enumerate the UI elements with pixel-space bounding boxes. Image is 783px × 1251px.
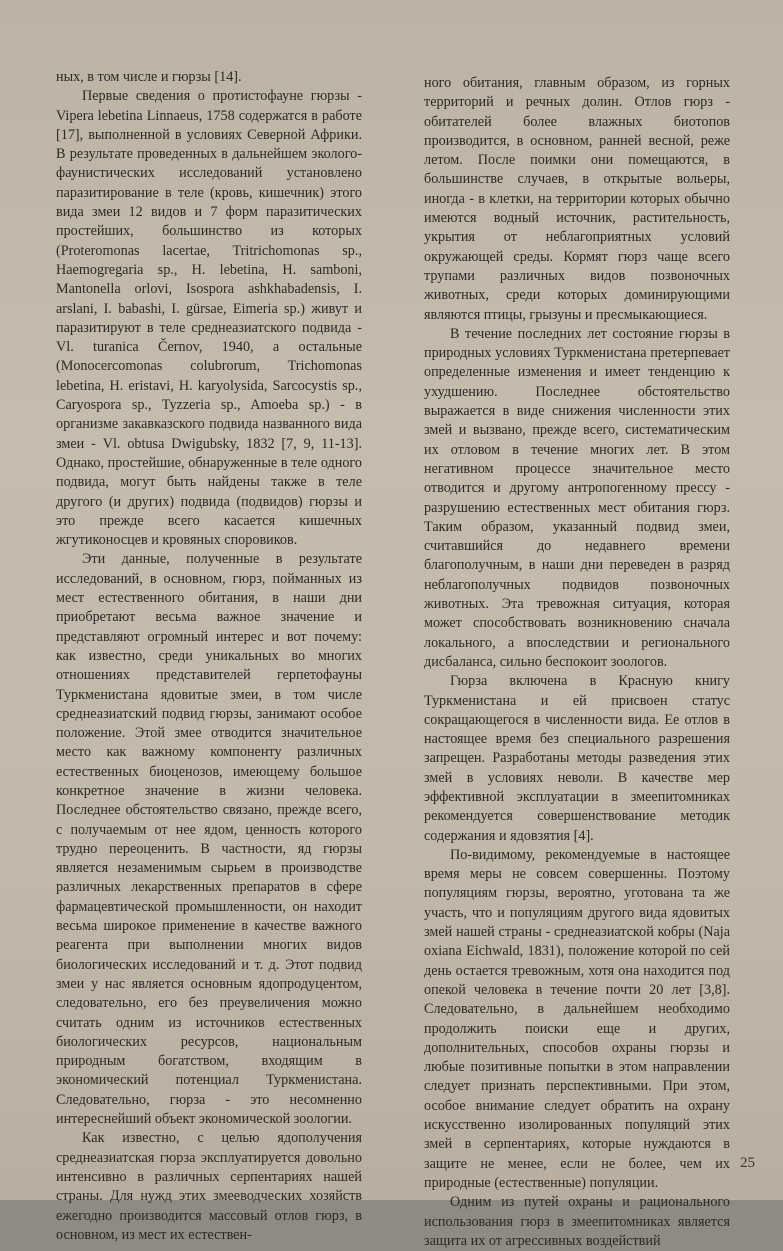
page-number: 25 <box>740 1155 755 1171</box>
paragraph-habitat-continuation: ного обитания, главным образом, из горных территорий и речных долин. Отлов гюрз - обитателей более влажных биотопов производится, в основном, ранней весной, реже летом. После поимки они помещаются, в большинстве случаев, в открытые вольеры, иногда - в клетки, на территории которых обычно имеются водный источник, растительность, укрытия от неблагоприятных условий окружающей среды. Кормят гюрз чаще всего трупами различных видов позвоночных животных, среди которых доминирующими являются птицы, грызуны и пресмыкающиеся. <box>424 75 730 323</box>
paragraph-red-book: Гюрза включена в Красную книгу Туркменистана и ей присвоен статус сокращающегося в численности вида. Ее отлов в настоящее время без специального разрешения запрещен. Разработаны методы разведения этих змей в условиях неволи. В качестве мер эффективной эксплуатации в змеепитомниках рекомендуется совершенствование методик содержания и ядовзятия [4]. <box>424 673 730 844</box>
left-column <box>56 68 362 1245</box>
paragraph-research-significance: Эти данные, полученные в результате исследований, в основном, гюрз, пойманных из мест естественного обитания, в наши дни приобретают весьма важное значение и представляют огромный интерес и вот почему: как известно, среди уникальных во многих отношениях представителей герпетофауны Туркменистана ядовитые змеи, в том числе среднеазиатский подвид гюрзы, занимают особое положение. Этой змее отводится значительное место как важному компоненту различных естественных биоценозов, имеющему большое конкретное значение в жизни человека. Последнее обстоятельство связано, прежде всего, с получаемым от нее ядом, ценность которого трудно переоценить. В частности, яд гюрзы является незаменимым сырьем в производстве различных лекарственных препаратов в сфере фармацевтической промышленности, он находит весьма широкое применение в качестве важного реагента при выполнении многих видов биологических исследований и т. д. Этот подвид змеи у нас является основным ядопродуцентом, следовательно, его без преувеличения можно считать одним из источников естественных биологических ресурсов, национальным природным богатством, входящим в экономический потенциал Туркменистана. Следовательно, гюрза - это несомненно интереснейший объект экономической зоологии. <box>56 551 362 1128</box>
paragraph-serpentarium-exploitation: Как известно, с целью ядополучения среднеазиатская гюрза эксплуатируется довольно интенсивно в различных серпентариях нашей страны. Для нужд этих змееводческих хозяйств ежегодно производится массовый отлов гюрз, в основном, из мест их естествен- <box>56 1130 362 1243</box>
paragraph-protistofauna-intro: Первые сведения о протистофауне гюрзы - Vipera lebetina Linnaeus, 1758 содержатся в работе [17], выполненной в условиях Северной Африки. В результате проведенных в дальнейшем эколого-фаунистических исследований установлено паразитирование в теле (кровь, кишечник) этого вида змеи 12 видов и 7 форм паразитических простейших, большинство из которых (Proteromonas lacertae, Tritrichomonas sp., Haemogregaria sp., H. lebetina, H. samboni, Mantonella orlovi, Isospora ashkhabadensis, I. arslani, I. babashi, I. gürsae, Eimeria sp.) живут и паразитируют в теле среднеазиатского подвида - Vl. turanica Černov, 1940, а остальные (Monocercomonas colubrorum, Trichomonas lebetina, H. eristavi, H. karyolysida, Sarcocystis sp., Caryospora sp., Tyzzeria sp., Amoeba sp.) - в организме закавказского подвида названного вида змеи - Vl. obtusa Dwigubsky, 1832 [7, 9, 11-13]. Однако, простейшие, обнаруженные в теле одного подвида, могут быть найдены также в теле другого (и других) подвида (подвидов) гюрзы и это прежде всего касается кишечных жгутиконосцев и кровяных споровиков. <box>56 88 362 549</box>
paragraph-population-decline: В течение последних лет состояние гюрзы в природных условиях Туркменистана претерпевает определенные изменения и имеет тенденцию к ухудшению. Последнее обстоятельство выражается в виде снижения численности этих змей и вызвано, прежде всего, систематическим их отловом в течение многих лет. В этом негативном процессе значительное место отводится и другому антропогенному прессу - разрушению естественных мест обитания гюрз. Таким образом, указанный подвид змеи, считавшийся до недавнего времени благополучным, в наши дни переведен в разряд неблагополучных подвидов позвоночных животных. Эта тревожная ситуация, которая может способствовать возникновению сначала локального, а впоследствии и регионального дисбаланса, сильно беспокоит зоологов. <box>424 325 730 670</box>
paragraph-conservation-measures: По-видимому, рекомендуемые в настоящее время меры не совсем совершенны. Поэтому популяциям гюрзы, вероятно, уготована та же участь, что и популяциям другого вида ядовитых змей нашей страны - среднеазиатской кобры (Naja oxiana Eichwald, 1831), положение которой по сей день остается тревожным, хотя она находится под опекой человека в течение почти 20 лет [3,8]. Следовательно, в дальнейшем необходимо продолжить поиски еще и других, дополнительных, способов охраны гюрзы и любые позитивные попытки в этом направлении следует признать перспективными. При этом, особое внимание следует обратить на охрану искусственно изолированных популяций этих змей в серпентариях, которые нуждаются в защите не менее, если не более, чем их природные (естественные) популяции. <box>424 846 730 1191</box>
right-column <box>424 74 730 1251</box>
paragraph-continuation: ных, в том числе и гюрзы [14]. <box>56 69 242 85</box>
paragraph-protection-methods: Одним из путей охраны и рационального использования гюрз в змеепитомниках является защита их от агрессивных воздействий <box>424 1194 730 1249</box>
